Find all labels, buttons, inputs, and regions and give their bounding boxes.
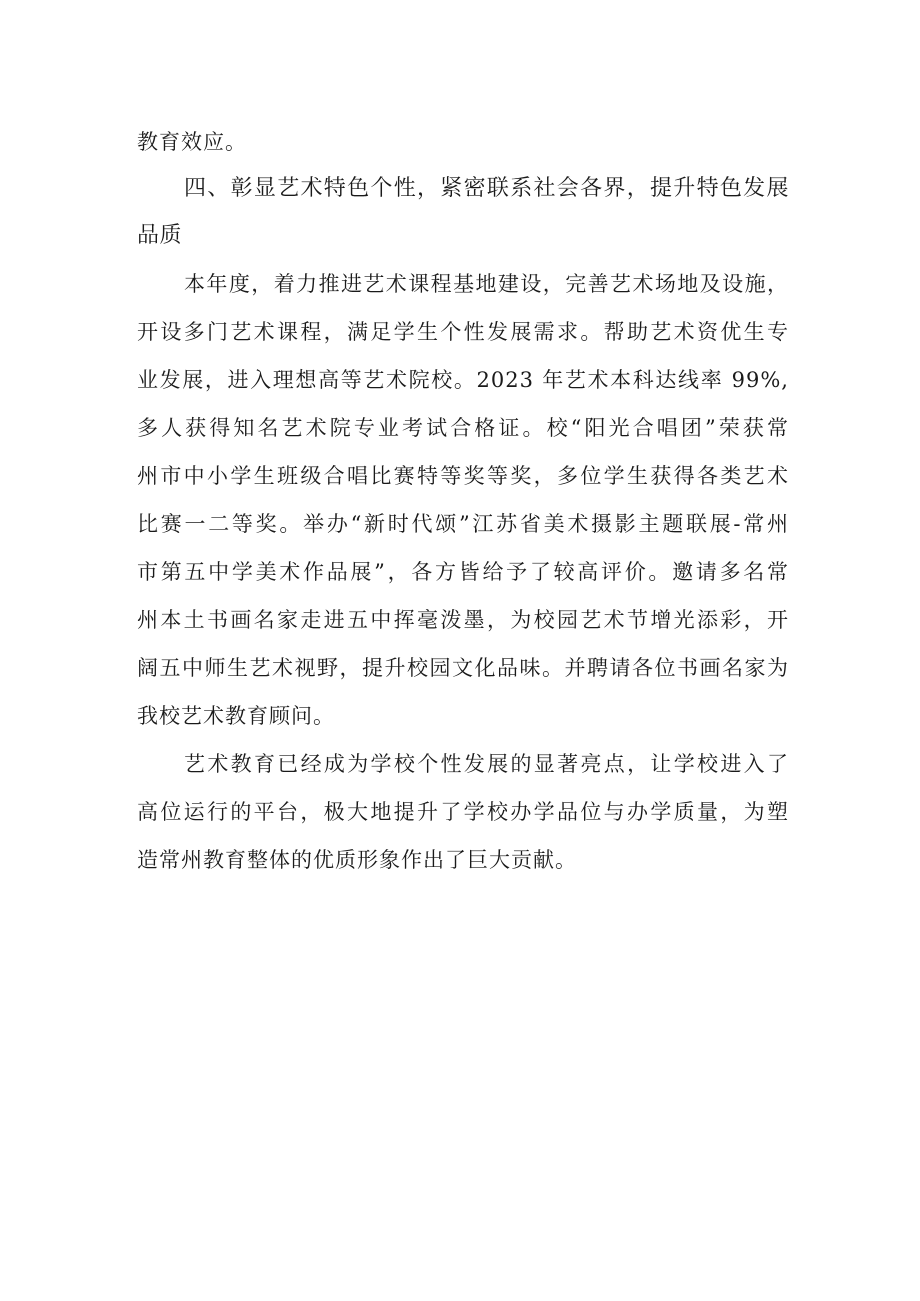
paragraph-1-line-6: 比赛一二等奖。举办“新时代颂”江苏省美术摄影主题联展-常州	[137, 512, 789, 536]
paragraph-2-line-3: 造常州教育整体的优质形象作出了巨大贡献。	[137, 848, 577, 872]
paragraph-1-line-2: 开设多门艺术课程，满足学生个性发展需求。帮助艺术资优生专	[137, 320, 789, 344]
paragraph-1-line-7: 市第五中学美术作品展”，各方皆给予了较高评价。邀请多名常	[137, 560, 789, 584]
paragraph-1-line-5: 州市中小学生班级合唱比赛特等奖等奖，多位学生获得各类艺术	[137, 464, 789, 488]
paragraph-2-line-2: 高位运行的平台，极大地提升了学校办学品位与办学质量，为塑	[137, 800, 789, 824]
paragraph-2-line-1: 艺术教育已经成为学校个性发展的显著亮点，让学校进入了	[184, 752, 789, 776]
paragraph-1-line-10: 我校艺术教育顾问。	[137, 704, 335, 728]
section-heading-line-2: 品质	[137, 223, 183, 248]
paragraph-1-line-4: 多人获得知名艺术院专业考试合格证。校“阳光合唱团”荣获常	[137, 416, 789, 440]
paragraph-1-line-3: 业发展，进入理想高等艺术院校。2023 年艺术本科达线率 99%,	[137, 368, 789, 392]
section-heading-line-1: 四、彰显艺术特色个性，紧密联系社会各界，提升特色发展	[184, 176, 789, 201]
continuation-line: 教育效应。	[137, 130, 247, 154]
paragraph-1-line-8: 州本土书画名家走进五中挥毫泼墨，为校园艺术节增光添彩，开	[137, 608, 789, 632]
paragraph-1-line-9: 阔五中师生艺术视野，提升校园文化品味。并聘请各位书画名家为	[137, 656, 789, 680]
paragraph-1-line-1: 本年度，着力推进艺术课程基地建设，完善艺术场地及设施，	[184, 272, 789, 296]
